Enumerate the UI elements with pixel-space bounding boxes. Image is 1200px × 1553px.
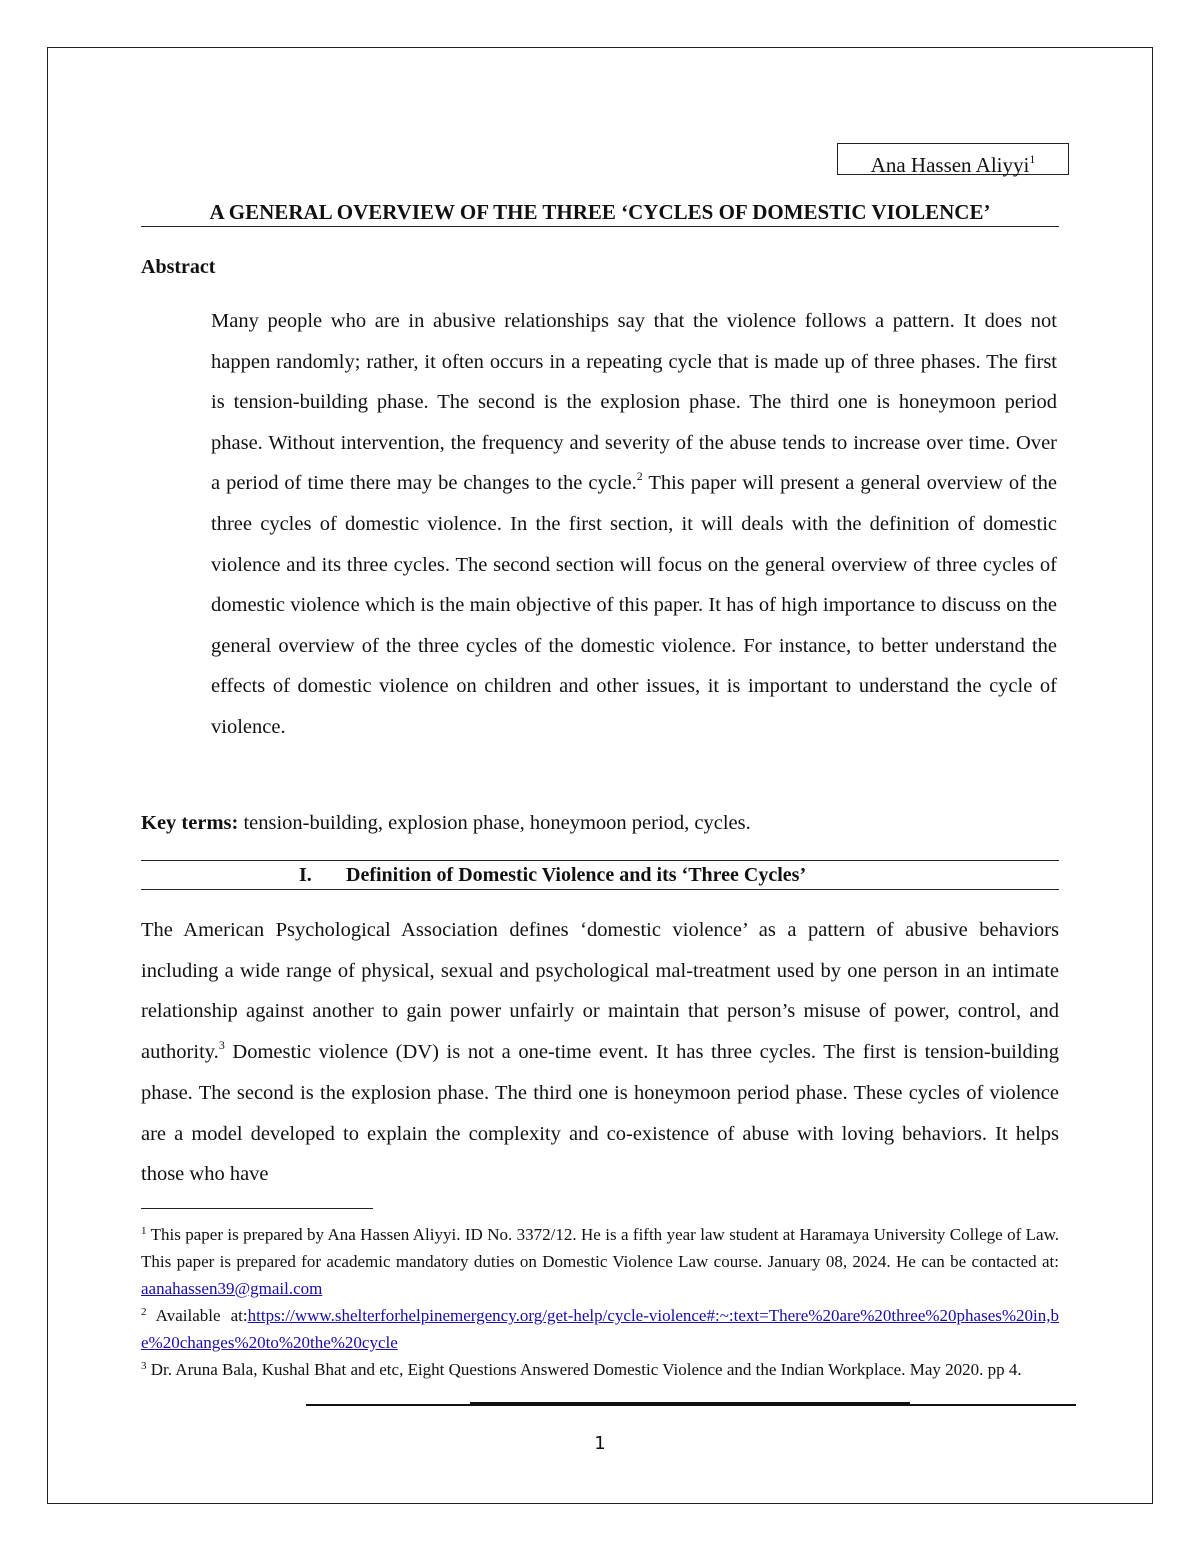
footnote-1 [141, 1221, 1059, 1302]
abstract-footnote-ref[interactable]: 2 [636, 469, 643, 484]
page-number: 1 [594, 1433, 606, 1454]
section-number: I. [299, 864, 312, 886]
footnote-number: 2 [141, 1306, 147, 1318]
footnote-2 [141, 1302, 1059, 1356]
key-terms-text: tension-building, explosion phase, honeymoon period, cycles. [238, 812, 751, 834]
paper-title: A GENERAL OVERVIEW OF THE THREE ‘CYCLES OF DOMESTIC VIOLENCE’ [141, 198, 1059, 227]
abstract-text-2: This paper will present a general overview of the three cycles of domestic violence. In the first section, it will deals with the definition of domestic violence and its three cycles. The second section will focus on the general overview of three cycles of domestic violence which is the main objective of this paper. It has of high importance to discuss on the general overview of the three cycles of the domestic violence. For instance, to better understand the effects of domestic violence on children and other issues, it is important to understand the cycle of violence. [211, 472, 1057, 738]
footnote-text: Dr. Aruna Bala, Kushal Bhat and etc, Eight Questions Answered Domestic Violence and the Indian Workplace. May 2020. pp 4. [146, 1360, 1022, 1379]
source-url-link[interactable]: https://www.shelterforhelpinemergency.org/get-help/cycle-violence#:~:text=There%20are%20three%20phases%20in,be%20changes%20to%20the%20cycle [141, 1306, 1059, 1352]
author-name: Ana Hassen Aliyyi [870, 153, 1030, 177]
footnote-text: This paper is prepared by Ana Hassen Aliyyi. ID No. 3372/12. He is a fifth year law student at Haramaya University College of Law. This paper is prepared for academic mandatory duties on Domestic Violence Law course. January 08, 2024. He can be contacted at: [141, 1225, 1059, 1271]
section-text-1: The American Psychological Association defines ‘domestic violence’ as a pattern of abusive behaviors including a wide range of physical, sexual and psychological mal-treatment used by one person in an intimate relationship against another to gain power unfairly or maintain that person’s misuse of power, control, and authority. [141, 919, 1059, 1064]
footnote-text: Available at: [146, 1306, 248, 1325]
footnote-separator [141, 1208, 373, 1209]
section-title: Definition of Domestic Violence and its ‘Three Cycles’ [346, 864, 807, 886]
author-footnote-ref[interactable]: 1 [1029, 152, 1036, 166]
footnote-number: 3 [141, 1360, 147, 1372]
footnotes [141, 1221, 1059, 1383]
bottom-rule-accent [470, 1402, 910, 1405]
footnote-3 [141, 1356, 1059, 1383]
key-terms-label: Key terms: [141, 812, 239, 834]
footnote-number: 1 [141, 1225, 147, 1237]
section-footnote-ref[interactable]: 3 [218, 1038, 225, 1053]
email-link[interactable]: aanahassen39@gmail.com [141, 1279, 323, 1298]
key-terms [141, 808, 1061, 838]
section-body [141, 910, 1059, 1195]
section-heading [141, 860, 1059, 890]
abstract-text-1: Many people who are in abusive relationships say that the violence follows a pattern. It does not happen randomly; rather, it often occurs in a repeating cycle that is made up of three phases. The first is tension-building phase. The second is the explosion phase. The third one is honeymoon period phase. Without intervention, the frequency and severity of the abuse tends to increase over time. Over a period of time there may be changes to the cycle. [211, 310, 1057, 495]
author-box [837, 143, 1069, 175]
abstract-body [211, 301, 1057, 748]
section-text-2: Domestic violence (DV) is not a one-time event. It has three cycles. The first is tension-building phase. The second is the explosion phase. The third one is honeymoon period phase. These cycles of violence are a model developed to explain the complexity and co-existence of abuse with loving behaviors. It helps those who have [141, 1041, 1059, 1186]
abstract-heading: Abstract [141, 256, 216, 278]
